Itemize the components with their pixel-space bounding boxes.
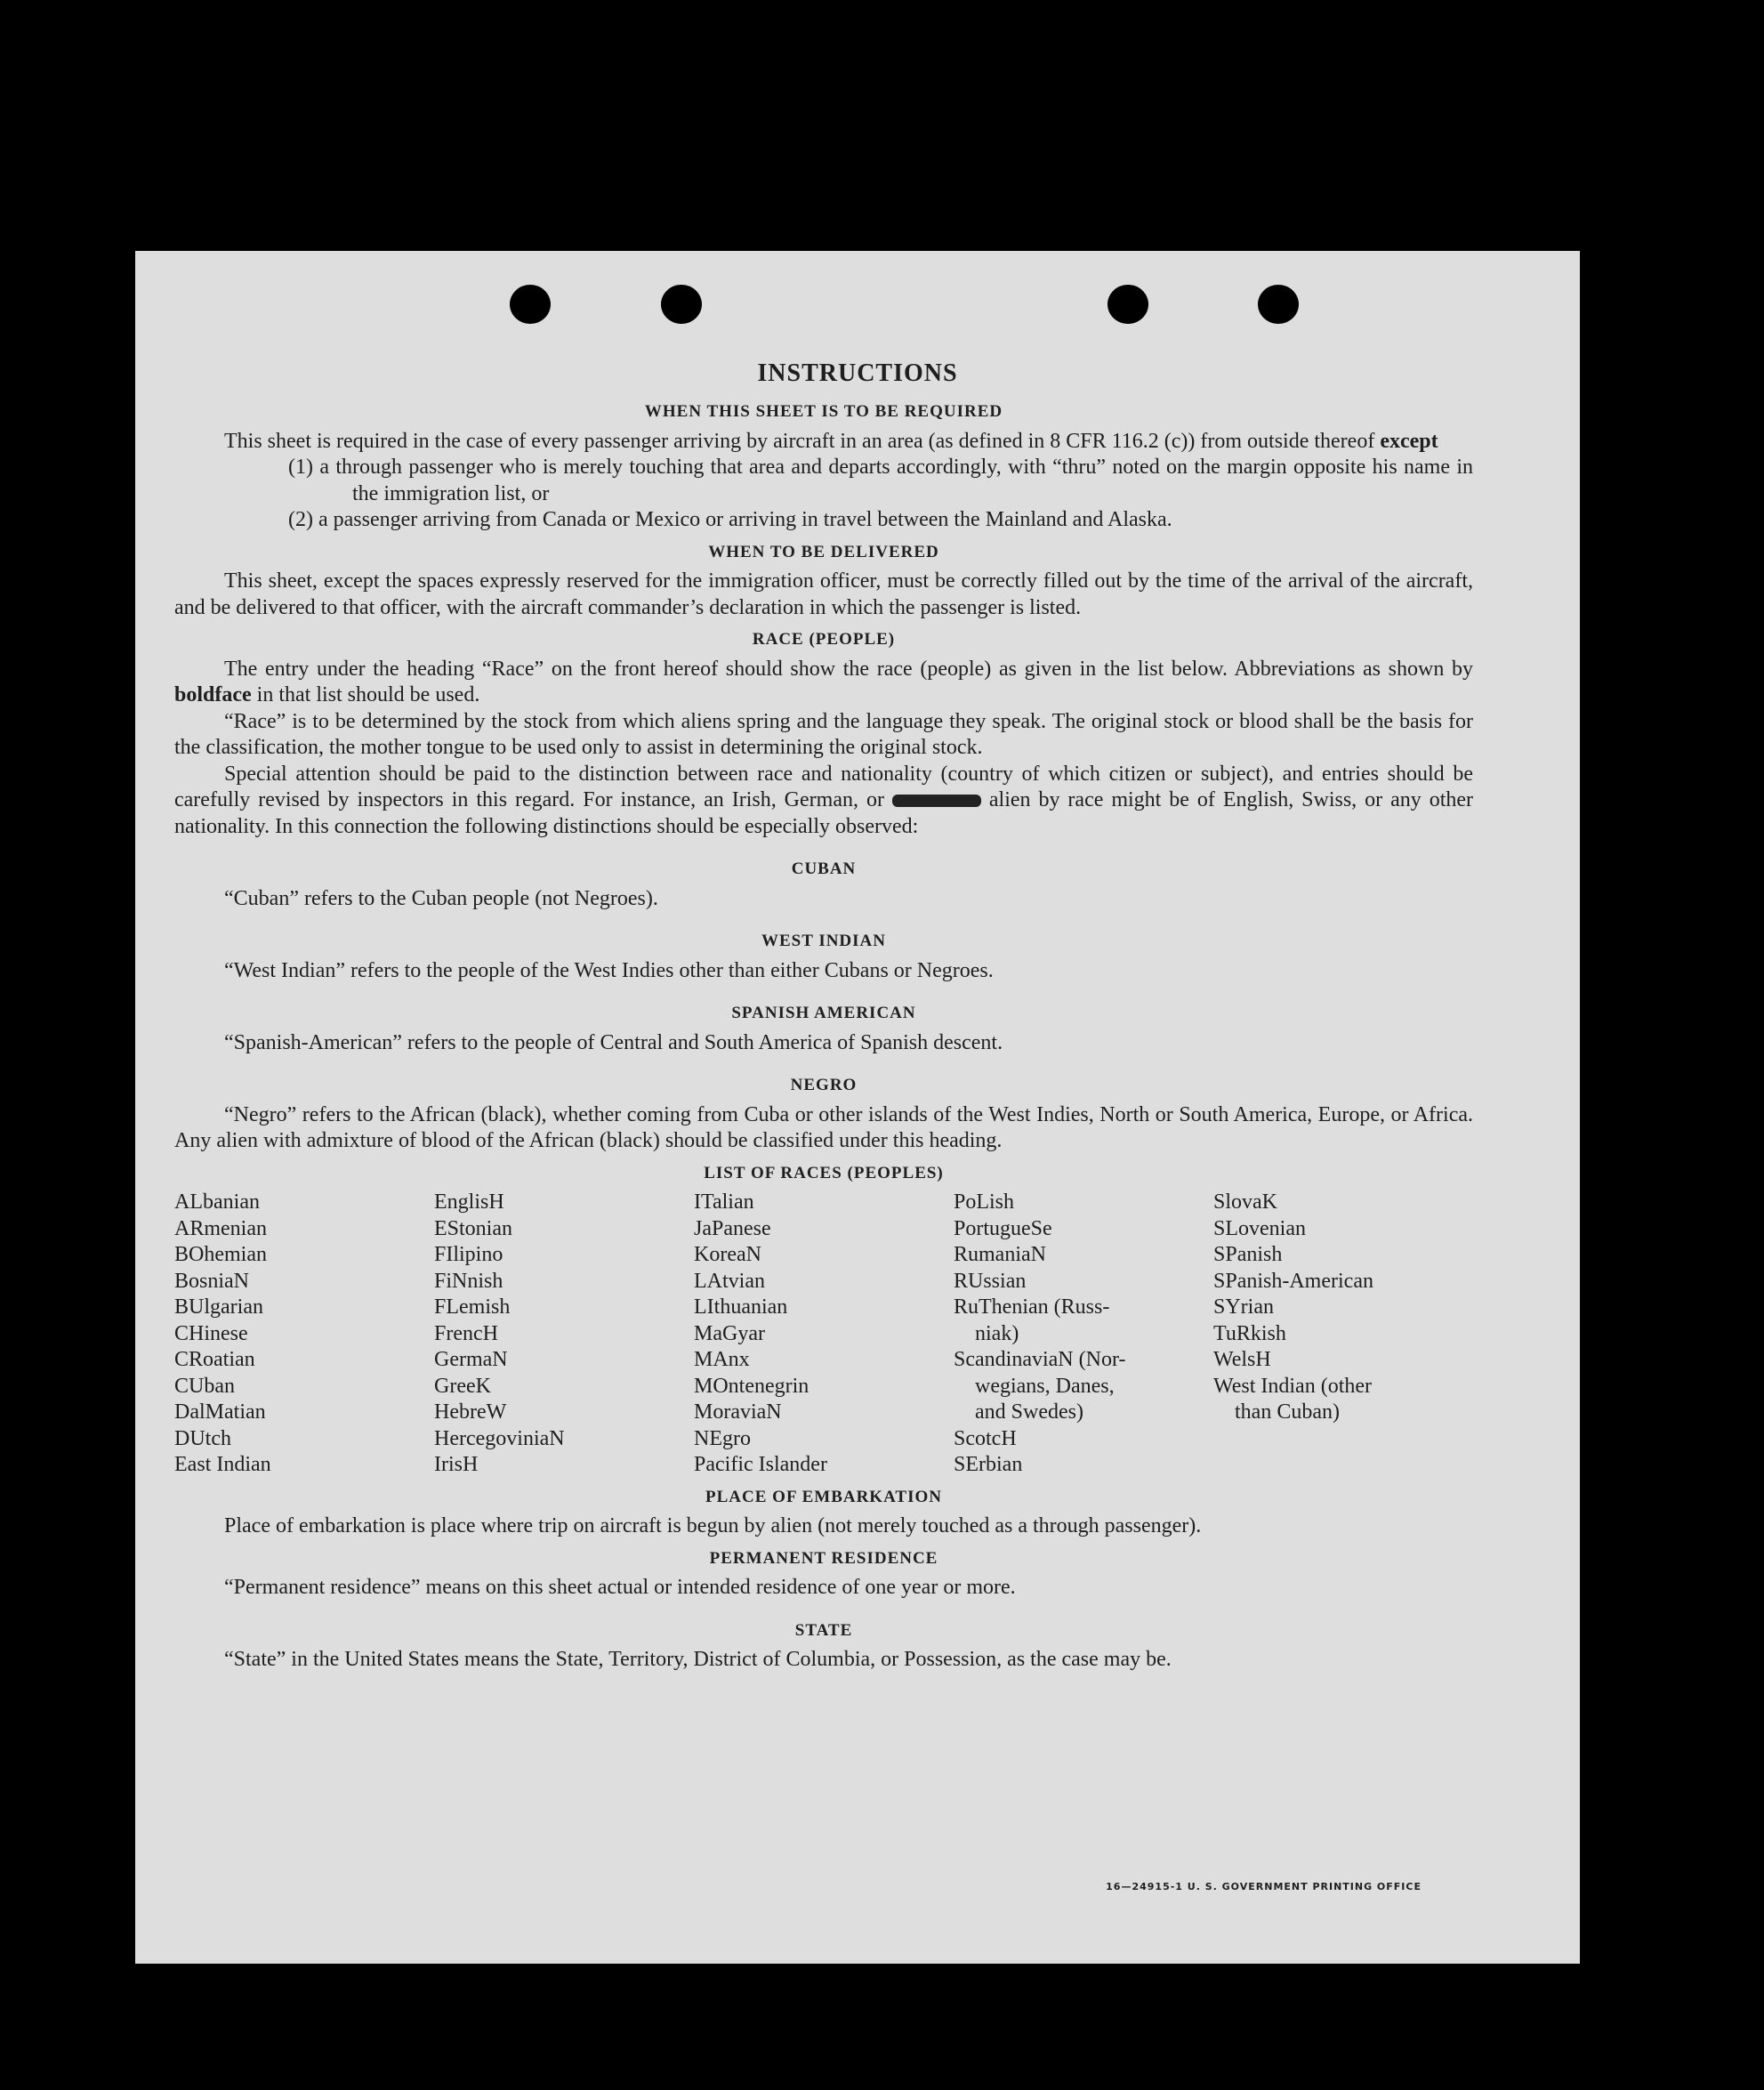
section-heading: WEST INDIAN (761, 932, 886, 950)
race-entry: HebreW (434, 1400, 507, 1424)
paragraph: This sheet is required in the case of every passenger arriving by aircraft in an area (as defined in 8 CFR 116.2 (c)) from outside thereof except (224, 429, 1438, 453)
race-entry: EStonian (434, 1216, 512, 1240)
race-entry: West Indian (other (1213, 1374, 1373, 1398)
race-entry: TuRkish (1213, 1321, 1286, 1345)
race-entry: FrencH (434, 1321, 498, 1345)
paragraph: “Spanish-American” refers to the people of Central and South America of Spanish descent. (224, 1030, 1003, 1054)
race-entry: CUban (174, 1374, 235, 1398)
race-entry: MaGyar (694, 1321, 765, 1345)
race-entry: EnglisH (434, 1190, 504, 1214)
race-entry: SPanish-American (1213, 1269, 1373, 1293)
race-entry: Pacific Islander (694, 1453, 827, 1476)
race-entry: CHinese (174, 1321, 248, 1345)
paragraph: “Cuban” refers to the Cuban people (not Negroes). (224, 886, 658, 910)
section-heading: NEGRO (790, 1076, 858, 1094)
race-entry: JaPanese (694, 1216, 771, 1240)
race-entry: DalMatian (174, 1400, 266, 1424)
section-heading: WHEN THIS SHEET IS TO BE REQUIRED (644, 402, 1003, 421)
list-item: (2) a passenger arriving from Canada or Mexico or arriving in travel between the Mainland and Alaska. (288, 508, 1172, 531)
race-entry: and Swedes) (975, 1400, 1083, 1424)
section-heading: CUBAN (791, 859, 857, 878)
paragraph: “State” in the United States means the State, Territory, District of Columbia, or Possession, as the case may be. (224, 1648, 1172, 1671)
race-entry: niak) (975, 1321, 1019, 1345)
race-entry: MOntenegrin (694, 1374, 810, 1398)
race-entry: RuThenian (Russ- (954, 1295, 1110, 1319)
races-list (174, 1190, 1473, 1479)
race-entry: KoreaN (694, 1243, 761, 1266)
race-entry: GreeK (434, 1374, 491, 1398)
race-entry: ITalian (694, 1190, 754, 1214)
races-column (1213, 1190, 1473, 1479)
race-entry: SlovaK (1213, 1190, 1277, 1214)
paragraph: The entry under the heading “Race” on the front hereof should show the race (people) as given in the list below. Abbreviations as shown by boldface in that list should be used. (174, 657, 1473, 706)
paragraph: “West Indian” refers to the people of the West Indies other than either Cubans or Negroes. (224, 958, 994, 982)
races-column (434, 1190, 694, 1479)
race-entry: ScotcH (954, 1426, 1017, 1450)
redaction-mark (892, 795, 981, 807)
printer-imprint: 16—24915-1 U. S. GOVERNMENT PRINTING OFFICE (1106, 1881, 1422, 1892)
paragraph: “Permanent residence” means on this sheet actual or intended residence of one year or more. (224, 1576, 1016, 1599)
races-column (954, 1190, 1213, 1479)
page-title: INSTRUCTIONS (757, 359, 958, 387)
section-heading: STATE (794, 1620, 853, 1640)
race-entry: WelsH (1213, 1348, 1271, 1371)
punch-hole (1108, 285, 1148, 324)
race-entry: CRoatian (174, 1348, 255, 1371)
race-entry: FIlipino (434, 1243, 503, 1266)
paragraph: This sheet, except the spaces expressly reserved for the immigration officer, must be correctly filled out by the time of the arrival of the aircraft, and be delivered to that officer, with the aircraft commander’s declaration in which the passenger is listed. (174, 569, 1473, 619)
race-entry: FiNnish (434, 1269, 503, 1293)
race-entry: BUlgarian (174, 1295, 263, 1319)
section-heading: RACE (PEOPLE) (752, 630, 896, 649)
section-heading: WHEN TO BE DELIVERED (708, 542, 939, 561)
race-entry: ALbanian (174, 1190, 260, 1214)
paragraph: “Race” is to be determined by the stock from which aliens spring and the language they speak. The original stock or blood shall be the basis for the classification, the mother tongue to be used only to assist in determining the original stock. (174, 709, 1473, 759)
race-entry: ARmenian (174, 1216, 267, 1240)
race-entry: FLemish (434, 1295, 511, 1319)
punch-hole (1258, 285, 1299, 324)
races-column (694, 1190, 954, 1479)
section-heading: PLACE OF EMBARKATION (705, 1487, 942, 1506)
section-heading: SPANISH AMERICAN (731, 1004, 916, 1022)
race-entry: SPanish (1213, 1243, 1283, 1266)
race-entry: East Indian (174, 1453, 271, 1476)
race-entry: PortugueSe (954, 1216, 1052, 1240)
race-entry: MoraviaN (694, 1400, 782, 1424)
punch-hole (510, 285, 551, 324)
race-entry: wegians, Danes, (975, 1374, 1115, 1398)
paragraph: “Negro” refers to the African (black), whether coming from Cuba or other islands of the West Indies, North or South America, Europe, or Africa. Any alien with admixture of blood of the African (black) should be classified under this heading. (174, 1102, 1473, 1152)
race-entry: HercegoviniaN (434, 1426, 565, 1450)
race-entry: SLovenian (1213, 1216, 1306, 1240)
race-entry: SYrian (1213, 1295, 1274, 1319)
section-heading: PERMANENT RESIDENCE (709, 1548, 938, 1568)
race-entry: NEgro (694, 1426, 751, 1450)
paragraph: Special attention should be paid to the distinction between race and nationality (country of which citizen or subject), and entries should be carefully revised by inspectors in this regard. For instance, an Irish, German, or alien by race might be of English, Swiss, or any other nationality. In this connection the following distinctions should be especially observed: (174, 762, 1474, 838)
race-entry: BosniaN (174, 1269, 249, 1293)
race-entry: ScandinaviaN (Nor- (954, 1348, 1126, 1371)
race-entry: SErbian (954, 1453, 1023, 1476)
race-entry: MAnx (694, 1348, 750, 1371)
race-entry: PoLish (954, 1190, 1015, 1214)
instructions-body (174, 393, 1473, 1674)
race-entry: than Cuban) (1235, 1400, 1340, 1424)
race-entry: GermaN (434, 1348, 508, 1371)
list-item: (1) a through passenger who is merely touching that area and departs accordingly, with “thru” noted on the margin opposite his name in the immigration list, or (288, 456, 1473, 505)
race-entry: DUtch (174, 1426, 231, 1450)
race-entry: RUssian (954, 1269, 1027, 1293)
paragraph: Place of embarkation is place where trip on aircraft is begun by alien (not merely touched as a through passenger). (224, 1514, 1202, 1537)
race-entry: LIthuanian (694, 1295, 788, 1319)
race-entry: BOhemian (174, 1243, 267, 1266)
races-column (174, 1190, 434, 1479)
punch-hole (661, 285, 702, 324)
race-entry: RumaniaN (954, 1243, 1046, 1266)
race-entry: LAtvian (694, 1269, 765, 1293)
race-entry: IrisH (434, 1453, 479, 1476)
section-heading: LIST OF RACES (PEOPLES) (704, 1163, 944, 1182)
instruction-sheet (135, 251, 1580, 1964)
